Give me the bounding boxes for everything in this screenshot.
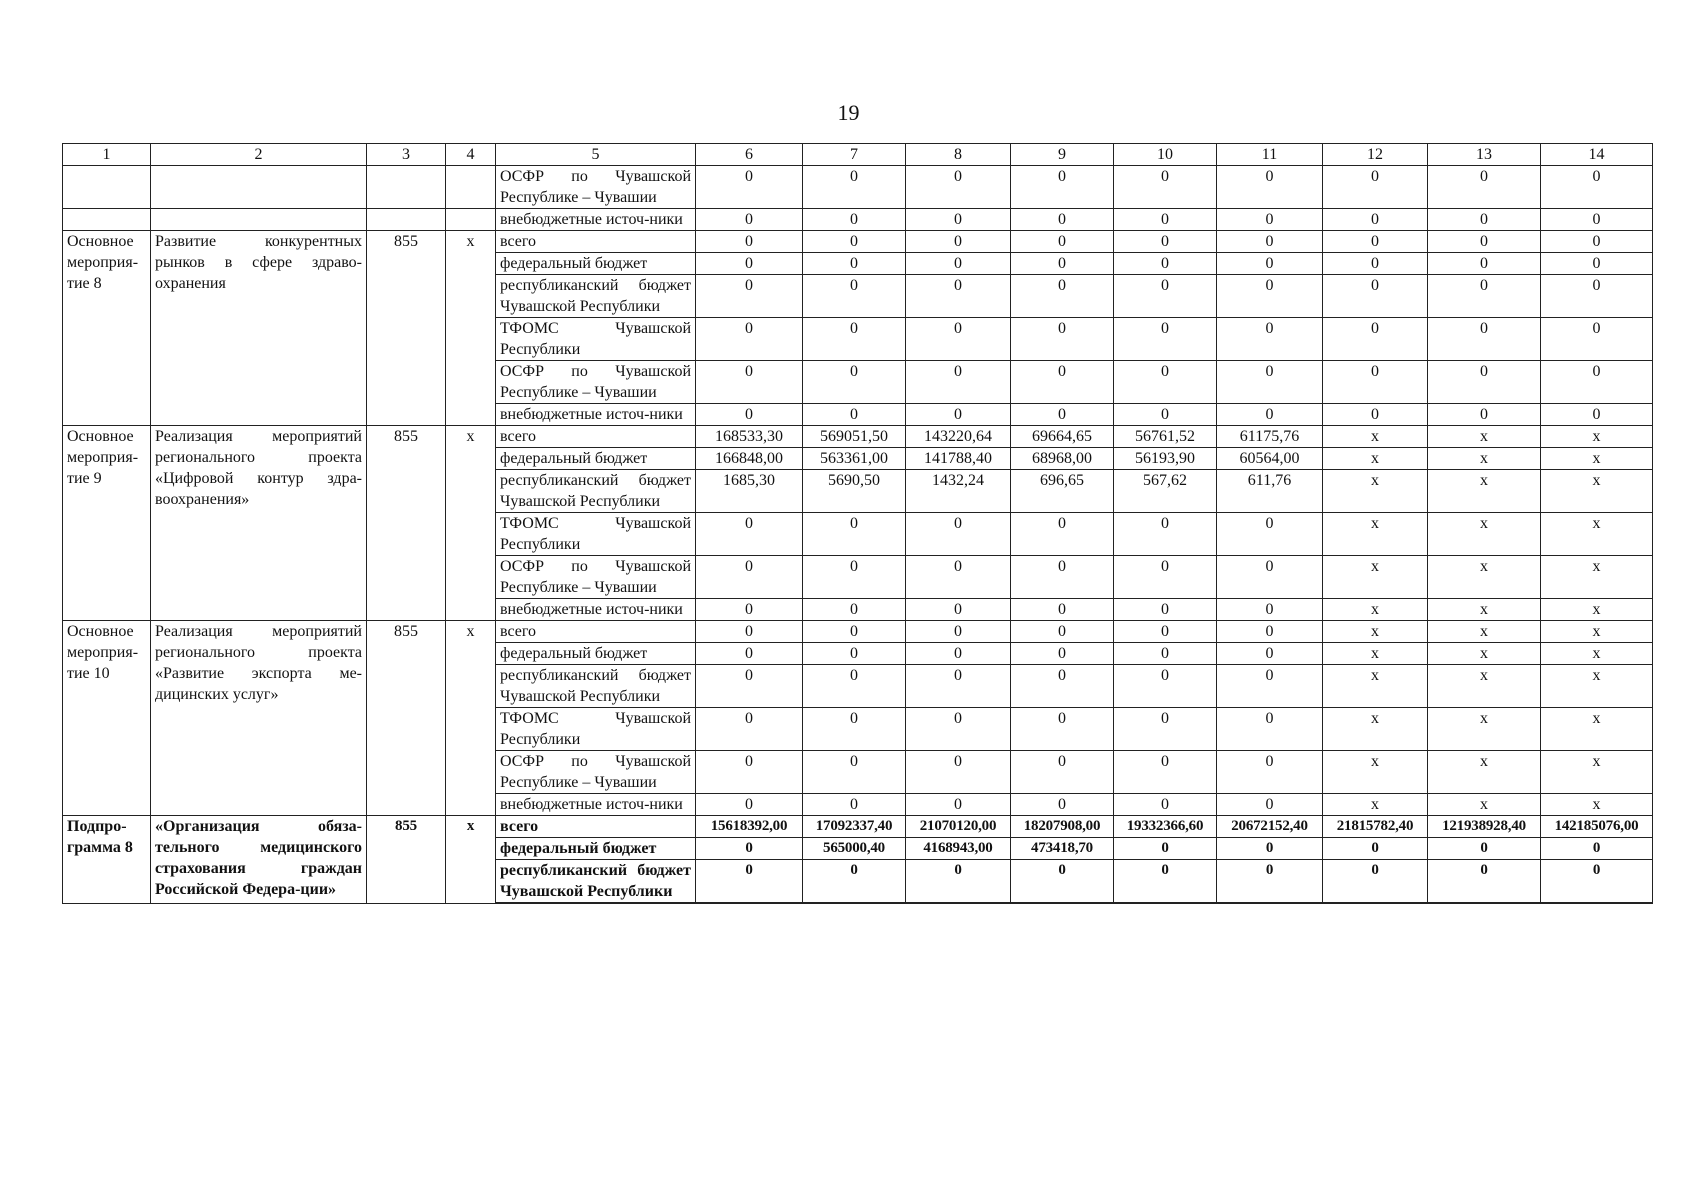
value-cell: 0 — [803, 643, 906, 665]
value-cell: 0 — [1217, 318, 1323, 361]
column-number: 9 — [1011, 144, 1114, 166]
value-cell: 0 — [803, 209, 906, 231]
value-cell: x — [1323, 794, 1428, 816]
value-cell: 0 — [1011, 318, 1114, 361]
column-number: 2 — [151, 144, 367, 166]
value-cell: 17092337,40 — [803, 816, 906, 838]
value-cell: x — [1323, 665, 1428, 708]
funding-source: федеральный бюджет — [496, 253, 696, 275]
value-cell: 0 — [906, 751, 1011, 794]
value-cell: 0 — [906, 860, 1011, 904]
label-cell — [63, 166, 151, 209]
x-mark: x — [446, 816, 496, 904]
value-cell: 0 — [1114, 166, 1217, 209]
value-cell: 0 — [1217, 751, 1323, 794]
value-cell: x — [1323, 708, 1428, 751]
value-cell: 0 — [906, 318, 1011, 361]
value-cell: 567,62 — [1114, 470, 1217, 513]
value-cell: 0 — [1428, 275, 1541, 318]
value-cell: 142185076,00 — [1541, 816, 1653, 838]
funding-source: ОСФР по Чувашской Республике – Чувашии — [496, 361, 696, 404]
value-cell: 1432,24 — [906, 470, 1011, 513]
value-cell: 0 — [1217, 275, 1323, 318]
activity-label: Основное мероприя-тие 10 — [63, 621, 151, 816]
value-cell: 0 — [1011, 275, 1114, 318]
value-cell: x — [1323, 556, 1428, 599]
value-cell: 0 — [696, 621, 803, 643]
value-cell: 0 — [1323, 231, 1428, 253]
value-cell: 0 — [803, 361, 906, 404]
value-cell: x — [1428, 794, 1541, 816]
grbs-code: 855 — [367, 621, 446, 816]
value-cell: 0 — [906, 708, 1011, 751]
value-cell: x — [1541, 665, 1653, 708]
value-cell: 0 — [696, 209, 803, 231]
value-cell: 0 — [1011, 643, 1114, 665]
value-cell: 0 — [696, 404, 803, 426]
value-cell: 0 — [1217, 404, 1323, 426]
value-cell: 0 — [1428, 166, 1541, 209]
value-cell: 0 — [1011, 599, 1114, 621]
value-cell: 0 — [803, 599, 906, 621]
value-cell: 0 — [1011, 860, 1114, 904]
value-cell: 0 — [1011, 404, 1114, 426]
value-cell: 0 — [1428, 231, 1541, 253]
value-cell: 61175,76 — [1217, 426, 1323, 448]
value-cell: 0 — [1323, 318, 1428, 361]
activity-name: «Организация обяза-тельного медицинского страхования граждан Российской Федера-ции» — [151, 816, 367, 904]
value-cell: 0 — [1217, 621, 1323, 643]
activity-name: Реализация мероприятий регионального проекта «Развитие экспорта ме-дицинских услуг» — [151, 621, 367, 816]
value-cell: 0 — [1114, 708, 1217, 751]
value-cell: 0 — [803, 404, 906, 426]
value-cell: x — [1428, 621, 1541, 643]
value-cell: x — [1323, 599, 1428, 621]
funding-source: ТФОМС Чувашской Республики — [496, 318, 696, 361]
value-cell: 0 — [1323, 275, 1428, 318]
value-cell: 68968,00 — [1011, 448, 1114, 470]
value-cell: 0 — [696, 599, 803, 621]
value-cell: x — [1428, 470, 1541, 513]
table-row — [63, 621, 1653, 643]
value-cell: 0 — [1114, 231, 1217, 253]
name-cell — [151, 209, 367, 231]
value-cell: 15618392,00 — [696, 816, 803, 838]
value-cell: x — [1323, 751, 1428, 794]
value-cell: 0 — [696, 556, 803, 599]
name-cell — [151, 166, 367, 209]
value-cell: 0 — [906, 404, 1011, 426]
value-cell: 0 — [803, 253, 906, 275]
value-cell: 0 — [1541, 275, 1653, 318]
value-cell: 0 — [803, 318, 906, 361]
value-cell: 0 — [1541, 209, 1653, 231]
value-cell: 166848,00 — [696, 448, 803, 470]
value-cell: 0 — [696, 643, 803, 665]
table-row — [63, 231, 1653, 253]
value-cell: 0 — [1323, 838, 1428, 860]
value-cell: x — [1541, 621, 1653, 643]
activity-label: Подпро-грамма 8 — [63, 816, 151, 904]
value-cell: 0 — [1011, 209, 1114, 231]
value-cell: 565000,40 — [803, 838, 906, 860]
funding-source: республиканский бюджет Чувашской Республики — [496, 470, 696, 513]
value-cell: 0 — [1428, 860, 1541, 904]
value-cell: 0 — [1114, 275, 1217, 318]
value-cell: 0 — [1011, 361, 1114, 404]
value-cell: x — [1428, 751, 1541, 794]
value-cell: 0 — [906, 556, 1011, 599]
value-cell: x — [1323, 426, 1428, 448]
value-cell: 0 — [906, 231, 1011, 253]
funding-source: ОСФР по Чувашской Республике – Чувашии — [496, 556, 696, 599]
column-number: 13 — [1428, 144, 1541, 166]
value-cell: 0 — [906, 621, 1011, 643]
value-cell: 60564,00 — [1217, 448, 1323, 470]
value-cell: 0 — [1541, 253, 1653, 275]
value-cell: 0 — [906, 794, 1011, 816]
value-cell: 0 — [696, 253, 803, 275]
x-mark: x — [446, 621, 496, 816]
value-cell: 473418,70 — [1011, 838, 1114, 860]
value-cell: x — [1323, 643, 1428, 665]
header-row — [63, 144, 1653, 166]
funding-source: внебюджетные источ-ники — [496, 404, 696, 426]
value-cell: 0 — [1217, 643, 1323, 665]
table-row — [63, 426, 1653, 448]
value-cell: 0 — [696, 860, 803, 904]
value-cell: 0 — [696, 275, 803, 318]
value-cell: 563361,00 — [803, 448, 906, 470]
value-cell: 0 — [803, 275, 906, 318]
value-cell: 0 — [906, 275, 1011, 318]
value-cell: 0 — [1114, 556, 1217, 599]
value-cell: x — [1428, 513, 1541, 556]
value-cell: 56193,90 — [1114, 448, 1217, 470]
value-cell: 0 — [1114, 318, 1217, 361]
value-cell: 0 — [1217, 708, 1323, 751]
value-cell: 0 — [1323, 404, 1428, 426]
value-cell: 696,65 — [1011, 470, 1114, 513]
value-cell: 0 — [803, 751, 906, 794]
value-cell: 0 — [1114, 794, 1217, 816]
value-cell: 0 — [1428, 404, 1541, 426]
value-cell: 0 — [1011, 231, 1114, 253]
label-cell — [63, 209, 151, 231]
value-cell: 0 — [906, 166, 1011, 209]
activity-label: Основное мероприя-тие 9 — [63, 426, 151, 621]
value-cell: x — [1428, 643, 1541, 665]
value-cell: 20672152,40 — [1217, 816, 1323, 838]
value-cell: 0 — [1011, 166, 1114, 209]
funding-source: республиканский бюджет Чувашской Республики — [496, 275, 696, 318]
value-cell: 0 — [1217, 513, 1323, 556]
value-cell: x — [1428, 599, 1541, 621]
value-cell: x — [1541, 448, 1653, 470]
value-cell: 0 — [1114, 404, 1217, 426]
value-cell: 0 — [1428, 253, 1541, 275]
grbs-code: 855 — [367, 816, 446, 904]
value-cell: x — [1541, 794, 1653, 816]
value-cell: x — [1541, 643, 1653, 665]
value-cell: x — [1323, 513, 1428, 556]
grbs-code: 855 — [367, 231, 446, 426]
value-cell: 0 — [696, 794, 803, 816]
value-cell: 0 — [1011, 621, 1114, 643]
value-cell: 4168943,00 — [906, 838, 1011, 860]
activity-label: Основное мероприя-тие 8 — [63, 231, 151, 426]
value-cell: 0 — [1011, 708, 1114, 751]
value-cell: 0 — [1217, 253, 1323, 275]
value-cell: 0 — [1541, 231, 1653, 253]
value-cell: 168533,30 — [696, 426, 803, 448]
value-cell: 0 — [1428, 209, 1541, 231]
value-cell: 0 — [906, 513, 1011, 556]
funding-source: ОСФР по Чувашской Республике – Чувашии — [496, 751, 696, 794]
value-cell: 0 — [1541, 404, 1653, 426]
value-cell: 0 — [1323, 253, 1428, 275]
value-cell: 0 — [696, 361, 803, 404]
value-cell: 0 — [1114, 513, 1217, 556]
value-cell: 19332366,60 — [1114, 816, 1217, 838]
value-cell: 0 — [1011, 751, 1114, 794]
funding-source: всего — [496, 426, 696, 448]
value-cell: 0 — [803, 794, 906, 816]
value-cell: 0 — [1114, 838, 1217, 860]
value-cell: 0 — [803, 860, 906, 904]
x-mark: x — [446, 231, 496, 426]
value-cell: 0 — [1114, 751, 1217, 794]
value-cell: 0 — [906, 599, 1011, 621]
value-cell: 0 — [1114, 599, 1217, 621]
value-cell: x — [1541, 708, 1653, 751]
value-cell: x — [1541, 470, 1653, 513]
funding-source: федеральный бюджет — [496, 838, 696, 860]
value-cell: 0 — [1428, 361, 1541, 404]
value-cell: 0 — [1217, 794, 1323, 816]
column-number: 14 — [1541, 144, 1653, 166]
value-cell: 0 — [1114, 643, 1217, 665]
grbs-cell — [367, 166, 446, 209]
value-cell: 0 — [1323, 166, 1428, 209]
value-cell: 56761,52 — [1114, 426, 1217, 448]
value-cell: 5690,50 — [803, 470, 906, 513]
x-cell — [446, 209, 496, 231]
value-cell: 0 — [803, 708, 906, 751]
value-cell: 0 — [1217, 838, 1323, 860]
value-cell: 21815782,40 — [1323, 816, 1428, 838]
value-cell: x — [1541, 556, 1653, 599]
value-cell: 0 — [803, 513, 906, 556]
value-cell: x — [1428, 556, 1541, 599]
value-cell: 69664,65 — [1011, 426, 1114, 448]
value-cell: 0 — [1428, 318, 1541, 361]
value-cell: 0 — [1428, 838, 1541, 860]
value-cell: 121938928,40 — [1428, 816, 1541, 838]
value-cell: 0 — [1323, 860, 1428, 904]
value-cell: 0 — [803, 166, 906, 209]
value-cell: 18207908,00 — [1011, 816, 1114, 838]
value-cell: 0 — [1541, 860, 1653, 904]
column-number: 6 — [696, 144, 803, 166]
value-cell: 0 — [1541, 838, 1653, 860]
page-number: 19 — [837, 100, 860, 125]
value-cell: 0 — [1217, 860, 1323, 904]
value-cell: 0 — [906, 253, 1011, 275]
column-number: 8 — [906, 144, 1011, 166]
value-cell: x — [1428, 708, 1541, 751]
value-cell: 0 — [1541, 361, 1653, 404]
value-cell: 143220,64 — [906, 426, 1011, 448]
column-number: 4 — [446, 144, 496, 166]
value-cell: 0 — [696, 513, 803, 556]
value-cell: 0 — [696, 166, 803, 209]
x-cell — [446, 166, 496, 209]
grbs-cell — [367, 209, 446, 231]
activity-name: Развитие конкурентных рынков в сфере здраво-охранения — [151, 231, 367, 426]
funding-source: ОСФР по Чувашской Республике – Чувашии — [496, 166, 696, 209]
value-cell: 0 — [1011, 794, 1114, 816]
value-cell: 0 — [1217, 599, 1323, 621]
column-number: 3 — [367, 144, 446, 166]
value-cell: x — [1541, 426, 1653, 448]
value-cell: 0 — [1114, 253, 1217, 275]
value-cell: x — [1428, 448, 1541, 470]
value-cell: 0 — [1114, 621, 1217, 643]
value-cell: 0 — [1217, 231, 1323, 253]
value-cell: x — [1323, 470, 1428, 513]
funding-source: республиканский бюджет Чувашской Республики — [496, 860, 696, 904]
value-cell: x — [1541, 599, 1653, 621]
value-cell: x — [1323, 448, 1428, 470]
funding-source: внебюджетные источ-ники — [496, 599, 696, 621]
value-cell: 0 — [696, 838, 803, 860]
value-cell: 0 — [803, 665, 906, 708]
value-cell: 0 — [906, 209, 1011, 231]
value-cell: 0 — [696, 708, 803, 751]
value-cell: 0 — [1114, 209, 1217, 231]
value-cell: 0 — [1541, 318, 1653, 361]
value-cell: 0 — [696, 751, 803, 794]
value-cell: 21070120,00 — [906, 816, 1011, 838]
value-cell: 0 — [1011, 253, 1114, 275]
table-row — [63, 166, 1653, 209]
value-cell: x — [1541, 751, 1653, 794]
value-cell: x — [1323, 621, 1428, 643]
column-number: 5 — [496, 144, 696, 166]
value-cell: 0 — [906, 361, 1011, 404]
funding-source: всего — [496, 621, 696, 643]
funding-source: внебюджетные источ-ники — [496, 209, 696, 231]
value-cell: 1685,30 — [696, 470, 803, 513]
value-cell: 0 — [1011, 665, 1114, 708]
table-body — [63, 144, 1653, 904]
value-cell: 141788,40 — [906, 448, 1011, 470]
grbs-code: 855 — [367, 426, 446, 621]
funding-source: внебюджетные источ-ники — [496, 794, 696, 816]
value-cell: 0 — [696, 665, 803, 708]
activity-name: Реализация мероприятий регионального проекта «Цифровой контур здра-воохранения» — [151, 426, 367, 621]
value-cell: 0 — [1217, 209, 1323, 231]
funding-source: ТФОМС Чувашской Республики — [496, 513, 696, 556]
funding-source: республиканский бюджет Чувашской Республики — [496, 665, 696, 708]
funding-source: ТФОМС Чувашской Республики — [496, 708, 696, 751]
table-row — [63, 816, 1653, 838]
value-cell: 0 — [1541, 166, 1653, 209]
column-number: 10 — [1114, 144, 1217, 166]
value-cell: 0 — [803, 621, 906, 643]
column-number: 1 — [63, 144, 151, 166]
value-cell: 0 — [1323, 361, 1428, 404]
value-cell: x — [1541, 513, 1653, 556]
budget-table — [62, 143, 1653, 904]
column-number: 12 — [1323, 144, 1428, 166]
value-cell: x — [1428, 665, 1541, 708]
value-cell: 0 — [1217, 166, 1323, 209]
value-cell: 0 — [1011, 513, 1114, 556]
table-row — [63, 209, 1653, 231]
funding-source: всего — [496, 231, 696, 253]
value-cell: 0 — [906, 643, 1011, 665]
value-cell: 0 — [1011, 556, 1114, 599]
funding-source: федеральный бюджет — [496, 448, 696, 470]
value-cell: 0 — [696, 318, 803, 361]
value-cell: 0 — [906, 665, 1011, 708]
value-cell: 0 — [1114, 665, 1217, 708]
value-cell: 0 — [803, 556, 906, 599]
value-cell: 0 — [1114, 361, 1217, 404]
funding-source: федеральный бюджет — [496, 643, 696, 665]
column-number: 7 — [803, 144, 906, 166]
value-cell: x — [1428, 426, 1541, 448]
x-mark: x — [446, 426, 496, 621]
value-cell: 0 — [1217, 361, 1323, 404]
funding-source: всего — [496, 816, 696, 838]
value-cell: 0 — [1217, 665, 1323, 708]
value-cell: 0 — [1217, 556, 1323, 599]
value-cell: 0 — [696, 231, 803, 253]
value-cell: 0 — [803, 231, 906, 253]
value-cell: 611,76 — [1217, 470, 1323, 513]
value-cell: 569051,50 — [803, 426, 906, 448]
column-number: 11 — [1217, 144, 1323, 166]
value-cell: 0 — [1323, 209, 1428, 231]
value-cell: 0 — [1114, 860, 1217, 904]
